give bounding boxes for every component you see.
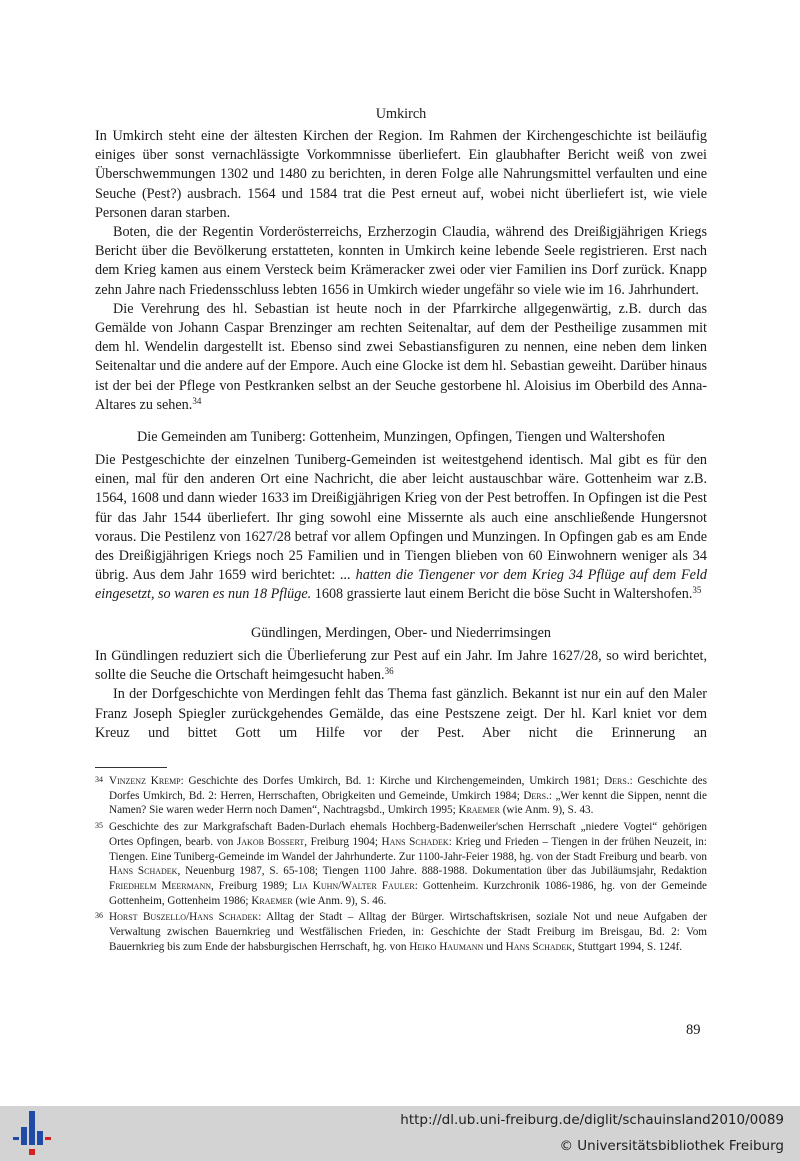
citation-text: , Freiburg 1989;	[211, 879, 293, 892]
document-url-link[interactable]: http://dl.ub.uni-freiburg.de/diglit/schauinsland2010/0089	[400, 1112, 784, 1128]
footnote-text	[109, 821, 707, 907]
paragraph-text: Die Pestgeschichte der einzelnen Tuniberg-Gemeinden ist weitestgehend identisch. Mal gibt es für den einen, mal für den anderen Ort eine Nachricht, die aber leicht austauschbar wäre. Gottenheim war z.B. 1564, 1608 und dann wieder 1633 im Dreißigjährigen Krieg von der Pest betroffen. In Opfingen ist die Pest für das Jahr 1544 überliefert. Ihr ging sowohl eine Missernte als auch eine anschließende Hungersnot voraus. Die Pestilenz von 1627/28 betraf vor allem Opfingen und Munzingen. In Opfingen gab es am Ende des Dreißigjährigen Kriegs noch 25 Familien und in Tiengen blieben von 60 Einwohnern weniger als 34 übrig. Aus dem Jahr 1659 wird berichtet:	[95, 452, 707, 584]
author-name: Hans Schadek	[109, 865, 178, 878]
footnote-number: 35	[95, 821, 103, 831]
footnote-text	[109, 911, 707, 952]
author-name: Friedhelm Meermann	[109, 879, 212, 892]
citation-text: : „Wer kennt die Sippen, nennt die Namen? Sie waren weder Herrn noch Damen“, Nachtragsbd., Umkirch 1995;	[109, 789, 707, 817]
footnote-text	[109, 775, 707, 816]
citation-text: (wie Anm. 9), S. 43.	[499, 804, 594, 817]
footnote-number: 36	[95, 911, 103, 921]
author-name: Kraemer	[251, 894, 293, 907]
paragraph: Boten, die der Regentin Vorderösterreichs, Erzherzogin Claudia, während des Dreißigjährigen Kriegs Bericht über die Bevölkerung erstatteten, konnten in Umkirch keine lebende Seele registrieren. Erst nach dem Krieg kamen aus einem Versteck beim Krämeracker zwei oder vier Familien ins Dorf zurück. Knapp zehn Jahre nach Friedensschluss lebten 1656 in Umkirch wieder ungefähr so viele wie im 16. Jahrhundert.	[95, 224, 707, 298]
paragraph-text: 1608 grassierte laut einem Bericht die böse Sucht in Waltershofen.	[311, 586, 693, 603]
citation-text: , Stuttgart 1994, S. 124f.	[572, 940, 683, 953]
footnote-35	[95, 820, 707, 908]
citation-text: , Freiburg 1904;	[304, 835, 382, 848]
citation-text: : Geschichte des Dorfes Umkirch, Bd. 1: Kirche und Kirchengemeinden, Umkirch 1981;	[180, 775, 605, 787]
author-name: Ders.	[604, 775, 630, 787]
citation-text: , Neuenburg 1987, S. 65-108; Tiengen 1100 Jahre. 888-1988. Dokumentation über das Jubiläumsjahr, Redaktion	[177, 865, 707, 878]
author-name: Hans Schadek	[381, 835, 449, 848]
author-name: Horst Buszello/Hans Schadek	[109, 911, 259, 924]
section-body-guendlingen	[95, 647, 707, 743]
footnote-36	[95, 910, 707, 954]
author-name: Jakob Bossert	[236, 835, 305, 848]
citation-text: : Alltag der Stadt – Alltag der Bürger. Wirtschaftskrisen, soziale Not und neue Aufgaben der Verwaltung zwischen Bauernkrieg und Westfälischen Frieden, in: Geschichte der Stadt Freiburg im Breisgau, Bd. 2: Vom Bauernkrieg bis zum Ende der habsburgischen Herrschaft, hg. von	[109, 911, 707, 953]
section-body-umkirch	[95, 127, 707, 415]
section-heading-tuniberg: Die Gemeinden am Tuniberg: Gottenheim, Munzingen, Opfingen, Tiengen und Waltershofen	[137, 429, 665, 445]
paragraph-text: In Gündlingen reduziert sich die Überlieferung zur Pest auf ein Jahr. Im Jahre 1627/28, so wird berichtet, sollte die Seuche die Ortschaft heimgesucht haben.	[95, 648, 707, 684]
footnote-reference: 34	[192, 395, 202, 406]
footnote-34	[95, 774, 707, 818]
copyright-notice: © Universitätsbibliothek Freiburg	[559, 1138, 784, 1154]
library-logo-icon	[12, 1109, 52, 1157]
footnotes	[95, 774, 707, 956]
author-name: Heiko Haumann	[409, 940, 484, 953]
paragraph-text: Die Verehrung des hl. Sebastian ist heute noch in der Pfarrkirche allgegenwärtig, z.B. durch das Gemälde von Johann Caspar Brenzinger am rechten Seitenaltar, auf dem der Pestheilige zusammen mit dem hl. Wendelin dargestellt ist. Ebenso sind zwei Sebastiansfiguren zu nennen, eine neben dem linken Seitenaltar und die andere auf der Empore. Auch eine Glocke ist dem hl. Sebastian geweiht. Darüber hinaus ist der bei der Pflege von Pestkranken selbst an der Seuche gestorbene hl. Aloisius im Oberbild des Anna-Altares zu sehen.	[95, 300, 707, 413]
paragraph	[95, 647, 707, 685]
footnote-reference: 36	[384, 666, 394, 677]
paragraph	[95, 451, 707, 605]
citation-text: : Gottenheim. Kurzchronik 1086-1986, hg. von der Gemeinde Gottenheim, Gottenheim 1986;	[109, 879, 707, 907]
author-name: Ders.	[523, 789, 549, 802]
author-name: Hans Schadek	[505, 940, 573, 953]
citation-text: (wie Anm. 9), S. 46.	[292, 894, 387, 907]
footnote-reference: 35	[692, 585, 702, 596]
section-heading-guendlingen: Gündlingen, Merdingen, Ober- und Niederrimsingen	[251, 625, 551, 641]
page-number: 89	[686, 1022, 701, 1038]
citation-text: Geschichte des zur Markgrafschaft Baden-Durlach ehemals Hochberg-Badenweiler'schen Herrschaft „niedere Vogtei“ gehörigen Ortes Opfingen, bearb. von	[109, 821, 707, 848]
citation-text: : Krieg und Frieden – Tiengen in der frühen Neuzeit, in: Tiengen. Eine Tuniberg-Gemeinde im Wandel der Jahrhunderte. Zur 1100-Jahr-Feier 1988, hg. von der Stadt Freiburg und bearb. von	[109, 835, 707, 863]
paragraph	[95, 300, 707, 415]
footer-bar	[0, 1106, 800, 1161]
author-name: Vinzenz Kremp	[109, 775, 181, 787]
paragraph: In der Dorfgeschichte von Merdingen fehlt das Thema fast gänzlich. Bekannt ist nur ein auf den Maler Franz Joseph Spiegler zurückgehendes Gemälde, das eine Pestszene zeigt. Der hl. Karl kniet vor dem Kreuz und bittet Gott um Hilfe vor der Pest. Aber nicht die Erinnerung an	[95, 686, 707, 741]
paragraph: In Umkirch steht eine der ältesten Kirchen der Region. Im Rahmen der Kirchengeschichte ist beiläufig einiges über sonst vernachlässigte Vorkommnisse überliefert. Ein glaubhafter Bericht weiß von zwei Überschwemmungen 1302 und 1480 zu berichten, in deren Folge alle Nahrungsmittel verfaulten und eine Seuche (Pest?) ausbrach. 1564 und 1584 trat die Pest erneut auf, wobei nicht überliefert ist, wie viele Personen daran starben.	[95, 128, 707, 221]
citation-text: : Geschichte des Dorfes Umkirch, Bd. 2: Herren, Herrschaften, Obrigkeiten und Gemeinde, Umkirch 1984;	[109, 775, 707, 802]
footnote-number: 34	[95, 775, 103, 784]
citation-text: und	[483, 940, 506, 953]
quotation: ... hatten die Tiengener vor dem Krieg 34 Pflüge auf dem Feld eingesetzt, so waren es nun 18 Pflüge.	[95, 567, 708, 603]
author-name: Lia Kuhn/Walter Fauler	[292, 879, 415, 892]
footnote-separator	[95, 767, 167, 768]
section-body-tuniberg	[95, 451, 707, 605]
author-name: Kraemer	[458, 804, 500, 817]
section-heading-umkirch: Umkirch	[375, 106, 427, 122]
